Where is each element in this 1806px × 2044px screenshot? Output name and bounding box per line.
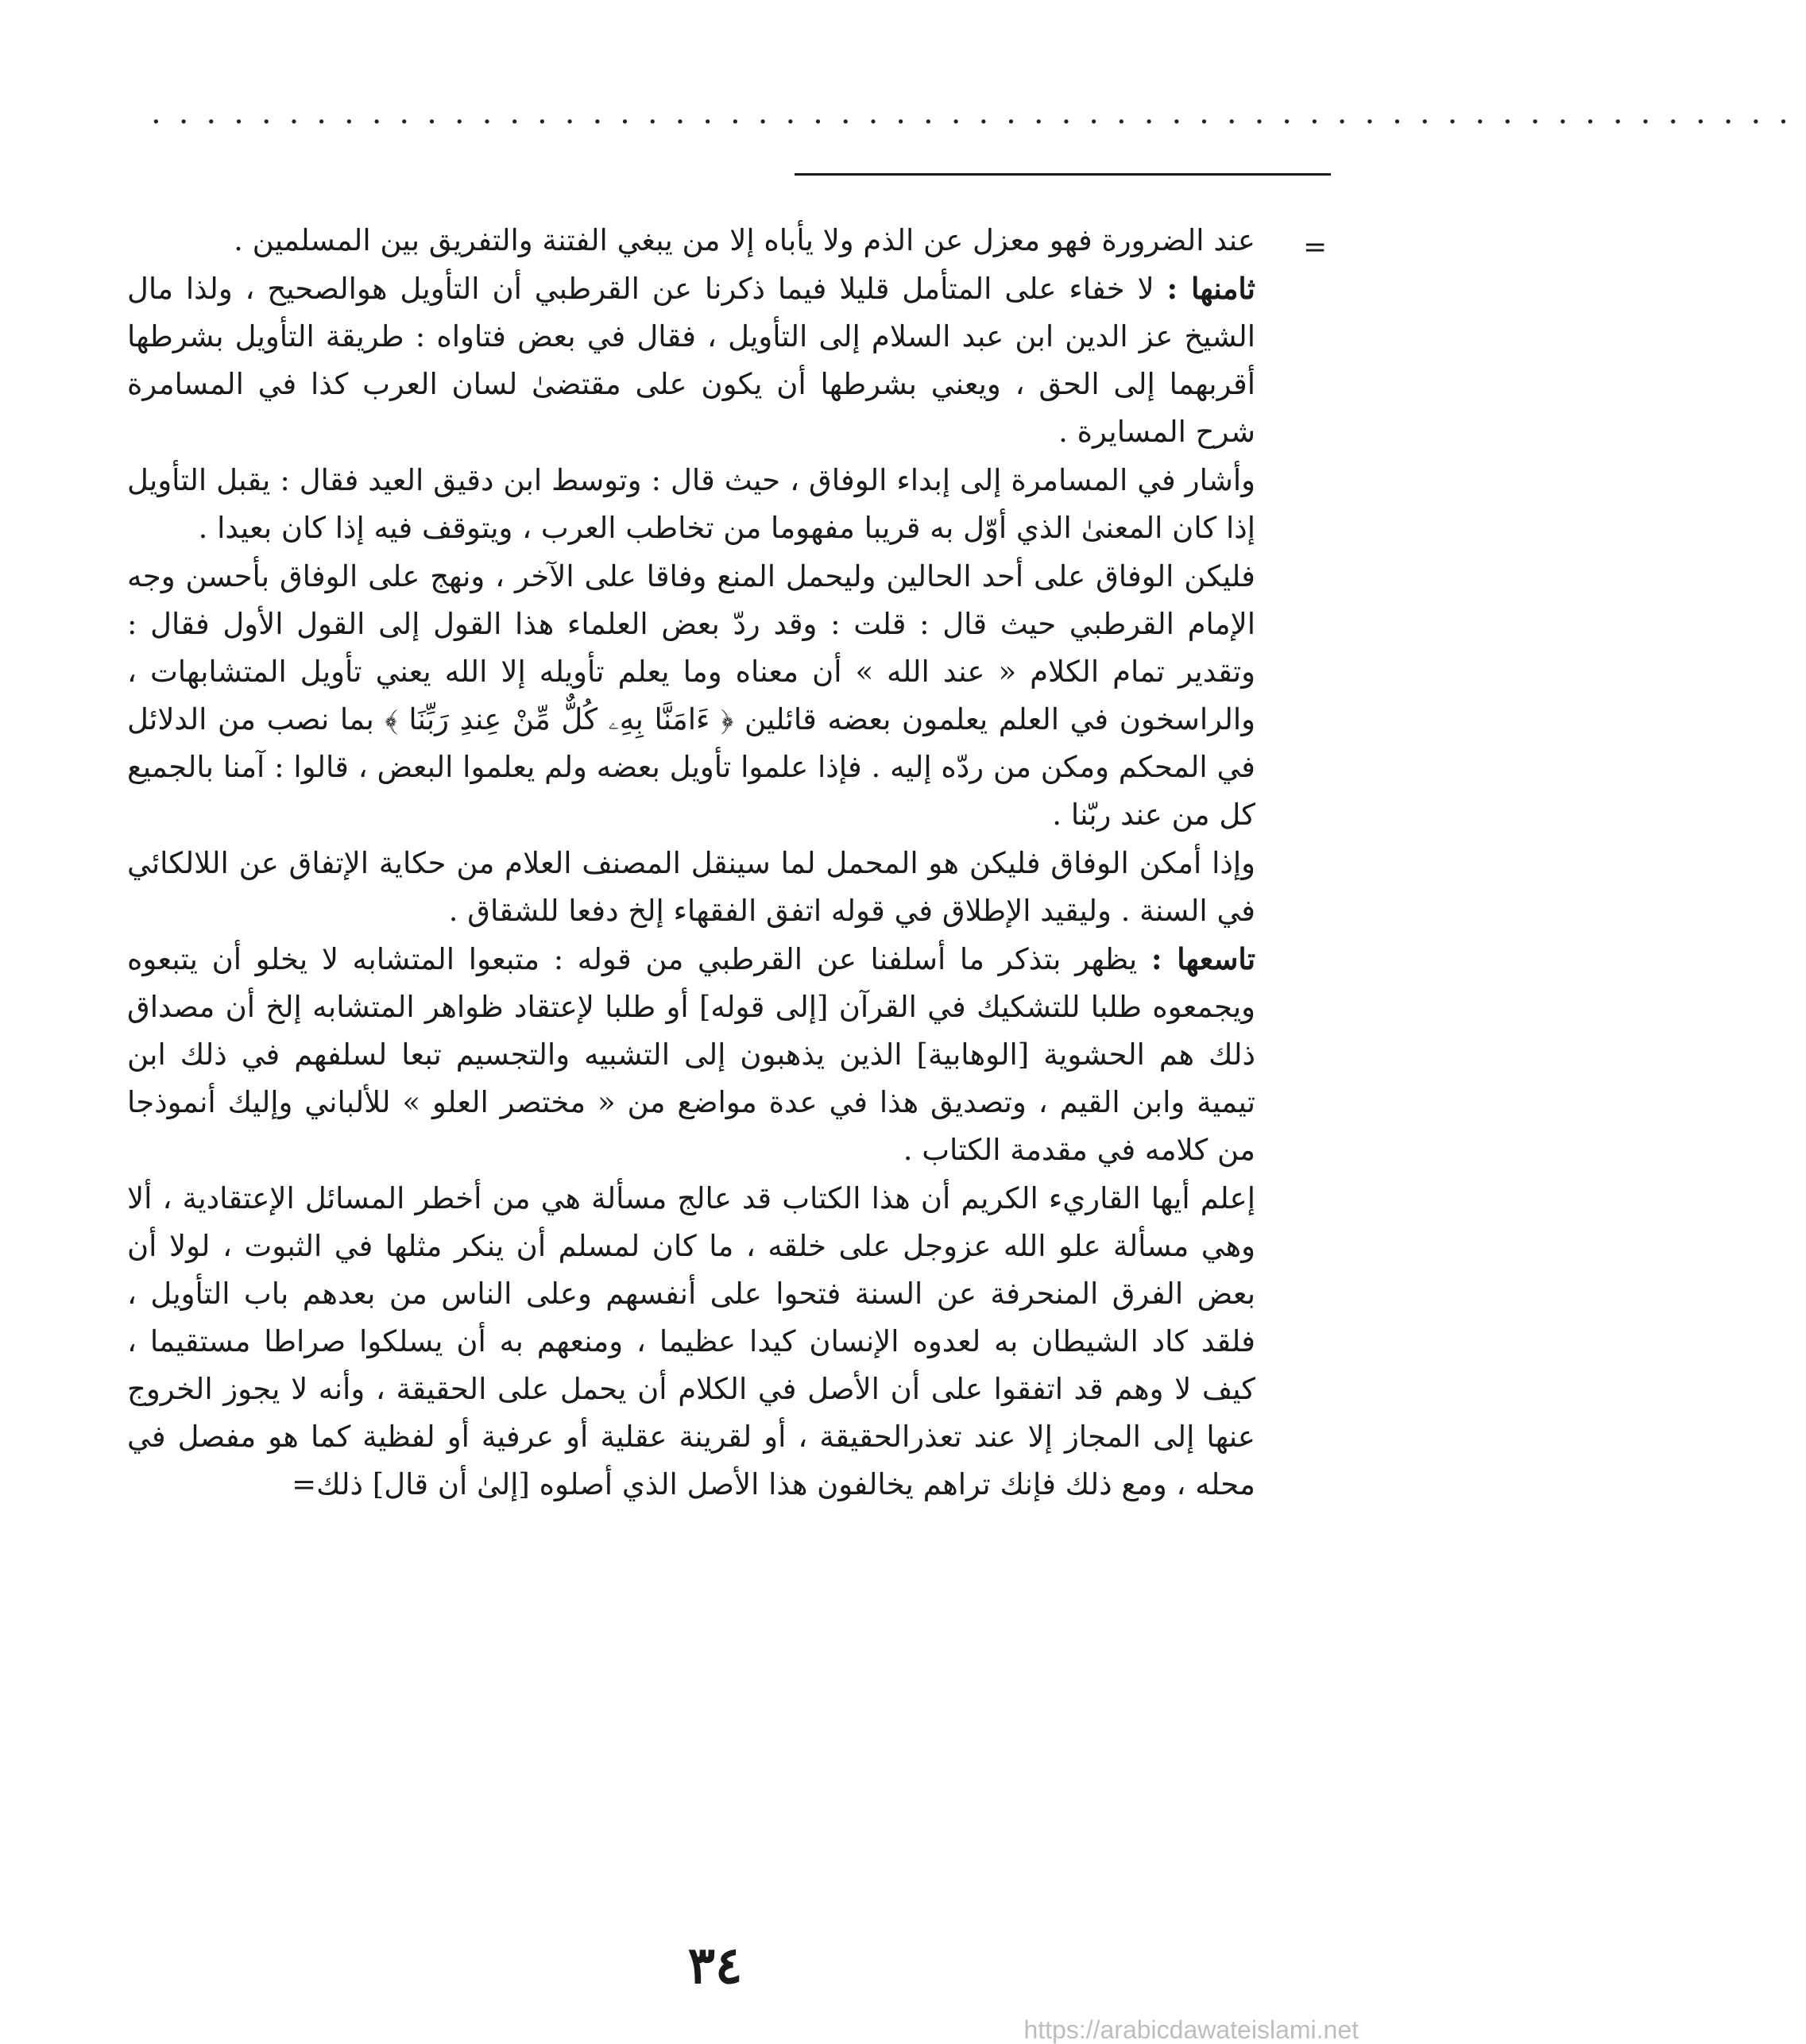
paragraph-text: عند الضرورة فهو معزل عن الذم ولا يأباه إلا من يبغي الفتنة والتفريق بين المسلمين . [234, 223, 1255, 257]
paragraph-3 [127, 456, 1255, 552]
paragraph-6 [127, 935, 1255, 1174]
paragraph-5 [127, 839, 1255, 935]
paragraph-text: فليكن الوفاق على أحد الحالين وليحمل المنع وفاقا على الآخر ، ونهج على الوفاق بأحسن وجه الإمام القرطبي حيث قال : قلت : وقد ردّ بعض العلماء هذا القول إلى القول الأول فقال : وتقدير تمام الكلام « عند الله » أن معناه وما يعلم تأويله إلا الله يعني تأويل المتشابهات ، والراسخون في العلم يعلمون بعضه قائلين ﴿ ءَامَنَّا بِهِۦ كُلٌّ مِّنْ عِندِ رَبِّنَا ﴾ بما نصب من الدلائل في المحكم ومكن من ردّه إليه . فإذا علموا تأويل بعضه ولم يعلموا البعض ، قالوا : آمنا بالجميع كل من عند ربّنا . [127, 559, 1256, 832]
paragraph-lead: ثامنها : [1166, 271, 1255, 306]
header-dotted-line: ............................................................ [151, 95, 1806, 131]
paragraph-2 [127, 265, 1255, 456]
paragraph-4 [127, 552, 1255, 839]
watermark-url: https://arabicdawateislami.net [1023, 2015, 1359, 2044]
footnote-text-block [127, 216, 1255, 1509]
continuation-mark: = [1303, 231, 1328, 264]
paragraph-text: وأشار في المسامرة إلى إبداء الوفاق ، حيث قال : وتوسط ابن دقيق العيد فقال : يقبل التأويل إذا كان المعنىٰ الذي أوّل به قريبا مفهوما من تخاطب العرب ، ويتوقف فيه إذا كان بعيدا . [127, 463, 1255, 545]
footnote-separator-rule [795, 173, 1331, 176]
paragraph-lead: تاسعها : [1151, 941, 1255, 976]
paragraph-text: لا خفاء على المتأمل قليلا فيما ذكرنا عن القرطبي أن التأويل هوالصحيح ، ولذا مال الشيخ عز الدين ابن عبد السلام إلى التأويل ، فقال في بعض فتاواه : طريقة التأويل بشرطها أقربهما إلى الحق ، ويعني بشرطها أن يكون على مقتضىٰ لسان العرب كذا في المسامرة شرح المسايرة . [127, 272, 1255, 449]
page-number: ٣٤ [687, 1936, 743, 1996]
paragraph-text: وإذا أمكن الوفاق فليكن هو المحمل لما سينقل المصنف العلام من حكاية الإتفاق عن اللالكائي في السنة . وليقيد الإطلاق في قوله اتفق الفقهاء إلخ دفعا للشقاق . [127, 846, 1255, 928]
paragraph-7 [127, 1174, 1255, 1509]
paragraph-1 [127, 216, 1255, 265]
paragraph-text: إعلم أيها القاريء الكريم أن هذا الكتاب قد عالج مسألة هي من أخطر المسائل الإعتقادية ، ألا وهي مسألة علو الله عزوجل على خلقه ، ما كان لمسلم أن ينكر مثلها في الثبوت ، لولا أن بعض الفرق المنحرفة عن السنة فتحوا على أنفسهم وعلى الناس من بعدهم باب التأويل ، فلقد كاد الشيطان به لعدوه الإنسان كيدا عظيما ، ومنعهم به أن يسلكوا صراطا مستقيما ، كيف لا وهم قد اتفقوا على أن الأصل في الكلام أن يحمل على الحقيقة ، وأنه لا يجوز الخروج عنها إلى المجاز إلا عند تعذرالحقيقة ، أو لقرينة عقلية أو عرفية أو لفظية كما هو مفصل في محله ، ومع ذلك فإنك تراهم يخالفون هذا الأصل الذي أصلوه [إلىٰ أن قال] ذلك= [127, 1181, 1255, 1501]
paragraph-text: يظهر بتذكر ما أسلفنا عن القرطبي من قوله : متبعوا المتشابه لا يخلو أن يتبعوه ويجمعوه طلبا للتشكيك في القرآن [إلى قوله] أو طلبا لإعتقاد ظواهر المتشابه إلخ أن مصداق ذلك هم الحشوية [الوهابية] الذين يذهبون إلى التشبيه والتجسيم تبعا لسلفهم في ذلك ابن تيمية وابن القيم ، وتصديق هذا في عدة مواضع من « مختصر العلو » للألباني وإليك أنموذجا من كلامه في مقدمة الكتاب . [127, 942, 1255, 1167]
